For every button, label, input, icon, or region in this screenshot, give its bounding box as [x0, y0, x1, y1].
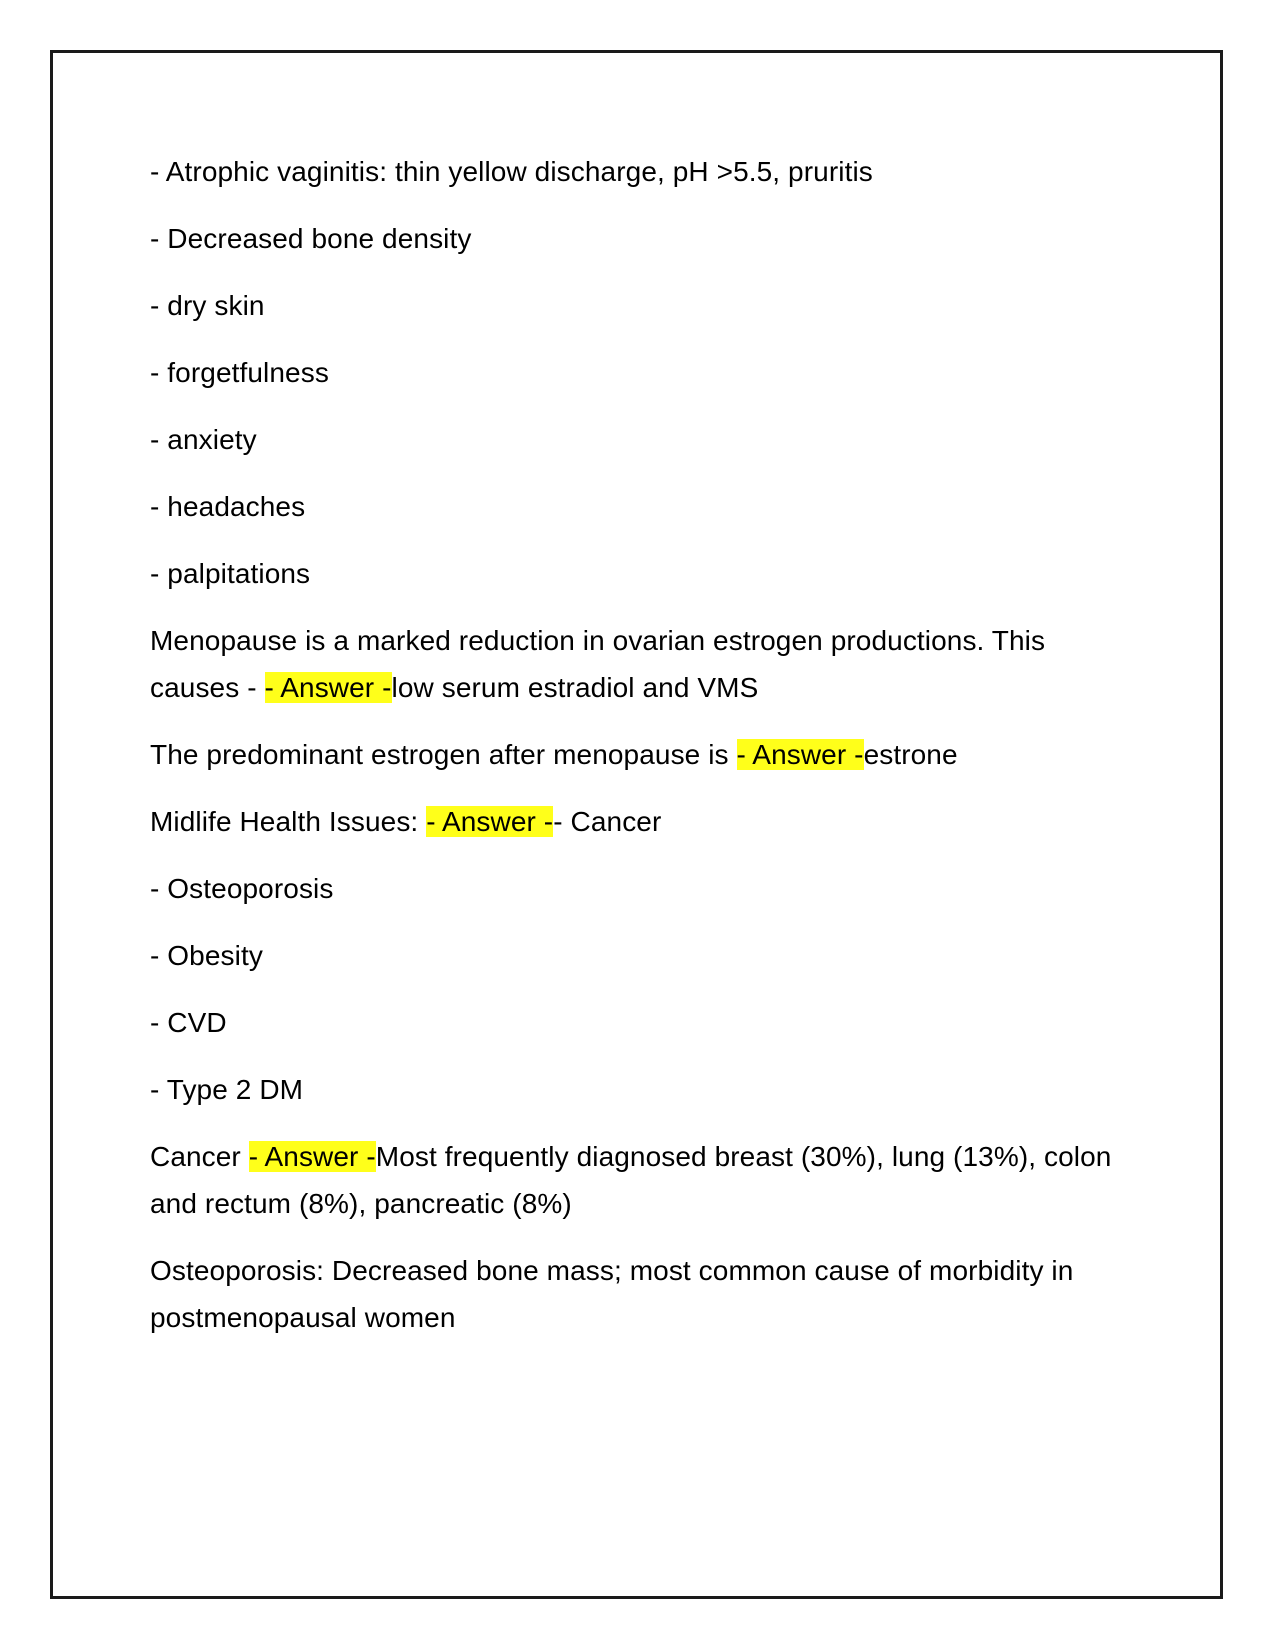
answer-text: - Cancer [553, 806, 662, 837]
question-text: The predominant estrogen after menopause is [150, 739, 737, 770]
symptom-forgetfulness: - forgetfulness [150, 357, 329, 388]
midlife-health-issues-question [150, 798, 1130, 845]
document-body [150, 148, 1130, 1361]
answer-highlight: - Answer - [264, 672, 392, 703]
cancer-question [150, 1133, 1130, 1227]
issue-cvd: - CVD [150, 1007, 227, 1038]
symptom-anxiety: - anxiety [150, 424, 257, 455]
issue-type-2-dm: - Type 2 DM [150, 1074, 304, 1105]
issue-obesity: - Obesity [150, 940, 263, 971]
osteoporosis-definition: Osteoporosis: Decreased bone mass; most common cause of morbidity in postmenopausal women [150, 1255, 1074, 1333]
answer-text: Most frequently diagnosed breast (30%), lung (13%), colon and rectum (8%), pancreatic (8%) [150, 1141, 1112, 1219]
answer-highlight: - Answer - [736, 739, 864, 770]
symptom-dry-skin: - dry skin [150, 290, 265, 321]
answer-highlight: - Answer - [426, 806, 554, 837]
symptom-palpitations: - palpitations [150, 558, 311, 589]
symptom-atrophic-vaginitis: - Atrophic vaginitis: thin yellow discharge, pH >5.5, pruritis [150, 156, 873, 187]
menopause-question [150, 617, 1130, 711]
answer-text: low serum estradiol and VMS [391, 672, 759, 703]
answer-highlight: - Answer - [248, 1141, 376, 1172]
question-text: Midlife Health Issues: [150, 806, 427, 837]
symptom-decreased-bone-density: - Decreased bone density [150, 223, 472, 254]
issue-osteoporosis: - Osteoporosis [150, 873, 334, 904]
question-text: Menopause is a marked reduction in ovarian estrogen productions. This causes - [150, 625, 1046, 703]
predominant-estrogen-question [150, 731, 1130, 778]
symptom-headaches: - headaches [150, 491, 306, 522]
answer-text: estrone [863, 739, 958, 770]
question-text: Cancer [150, 1141, 249, 1172]
